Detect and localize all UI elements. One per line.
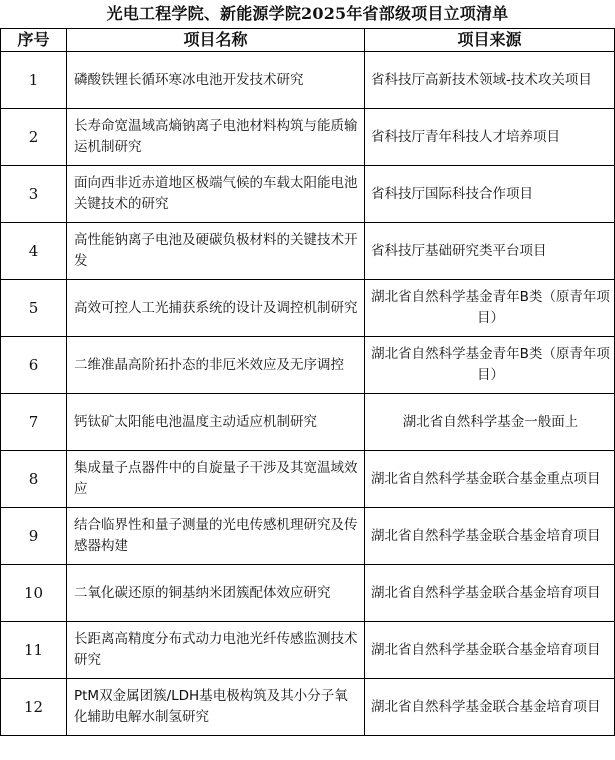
project-name: 长寿命宽温域高熵钠离子电池材料构筑与能质输运机制研究 bbox=[67, 109, 365, 166]
row-index: 7 bbox=[1, 394, 67, 451]
header-index: 序号 bbox=[1, 29, 67, 52]
project-name: 结合临界性和量子测量的光电传感机理研究及传感器构建 bbox=[67, 508, 365, 565]
table-row bbox=[1, 394, 615, 451]
table-row bbox=[1, 451, 615, 508]
table-row bbox=[1, 109, 615, 166]
project-name: 面向西非近赤道地区极端气候的车载太阳能电池关键技术的研究 bbox=[67, 166, 365, 223]
table-row bbox=[1, 223, 615, 280]
project-name: 二氧化碳还原的铜基纳米团簇配体效应研究 bbox=[67, 565, 365, 622]
project-source: 湖北省自然科学基金青年B类（原青年项目） bbox=[365, 280, 615, 337]
project-name: PtM双金属团簇/LDH基电极构筑及其小分子氧化辅助电解水制氢研究 bbox=[67, 679, 365, 736]
table-row bbox=[1, 280, 615, 337]
header-source: 项目来源 bbox=[365, 29, 615, 52]
project-name: 磷酸铁锂长循环寒冰电池开发技术研究 bbox=[67, 52, 365, 109]
row-index: 11 bbox=[1, 622, 67, 679]
row-index: 6 bbox=[1, 337, 67, 394]
project-source: 省科技厅国际科技合作项目 bbox=[365, 166, 615, 223]
project-source: 省科技厅基础研究类平台项目 bbox=[365, 223, 615, 280]
project-name: 高效可控人工光捕获系统的设计及调控机制研究 bbox=[67, 280, 365, 337]
table-header-row bbox=[1, 29, 615, 52]
project-table bbox=[0, 28, 615, 736]
project-name: 高性能钠离子电池及硬碳负极材料的关键技术开发 bbox=[67, 223, 365, 280]
project-source: 湖北省自然科学基金联合基金培育项目 bbox=[365, 565, 615, 622]
project-source: 湖北省自然科学基金一般面上 bbox=[365, 394, 615, 451]
row-index: 4 bbox=[1, 223, 67, 280]
header-name: 项目名称 bbox=[67, 29, 365, 52]
project-name: 集成量子点器件中的自旋量子干涉及其宽温域效应 bbox=[67, 451, 365, 508]
table-body bbox=[1, 52, 615, 736]
row-index: 8 bbox=[1, 451, 67, 508]
table-row bbox=[1, 508, 615, 565]
project-source: 湖北省自然科学基金联合基金培育项目 bbox=[365, 679, 615, 736]
project-name: 钙钛矿太阳能电池温度主动适应机制研究 bbox=[67, 394, 365, 451]
row-index: 9 bbox=[1, 508, 67, 565]
row-index: 1 bbox=[1, 52, 67, 109]
row-index: 12 bbox=[1, 679, 67, 736]
row-index: 5 bbox=[1, 280, 67, 337]
project-source: 湖北省自然科学基金联合基金培育项目 bbox=[365, 622, 615, 679]
project-source: 湖北省自然科学基金联合基金重点项目 bbox=[365, 451, 615, 508]
project-name: 长距离高精度分布式动力电池光纤传感监测技术研究 bbox=[67, 622, 365, 679]
project-source: 湖北省自然科学基金青年B类（原青年项目） bbox=[365, 337, 615, 394]
project-source: 省科技厅高新技术领域-技术攻关项目 bbox=[365, 52, 615, 109]
row-index: 2 bbox=[1, 109, 67, 166]
table-row bbox=[1, 166, 615, 223]
row-index: 10 bbox=[1, 565, 67, 622]
document-title: 光电工程学院、新能源学院2025年省部级项目立项清单 bbox=[106, 4, 509, 23]
project-source: 省科技厅青年科技人才培养项目 bbox=[365, 109, 615, 166]
table-row bbox=[1, 622, 615, 679]
row-index: 3 bbox=[1, 166, 67, 223]
project-name: 二维准晶高阶拓扑态的非厄米效应及无序调控 bbox=[67, 337, 365, 394]
table-row bbox=[1, 52, 615, 109]
table-row bbox=[1, 565, 615, 622]
table-row bbox=[1, 679, 615, 736]
project-source: 湖北省自然科学基金联合基金培育项目 bbox=[365, 508, 615, 565]
table-row bbox=[1, 337, 615, 394]
